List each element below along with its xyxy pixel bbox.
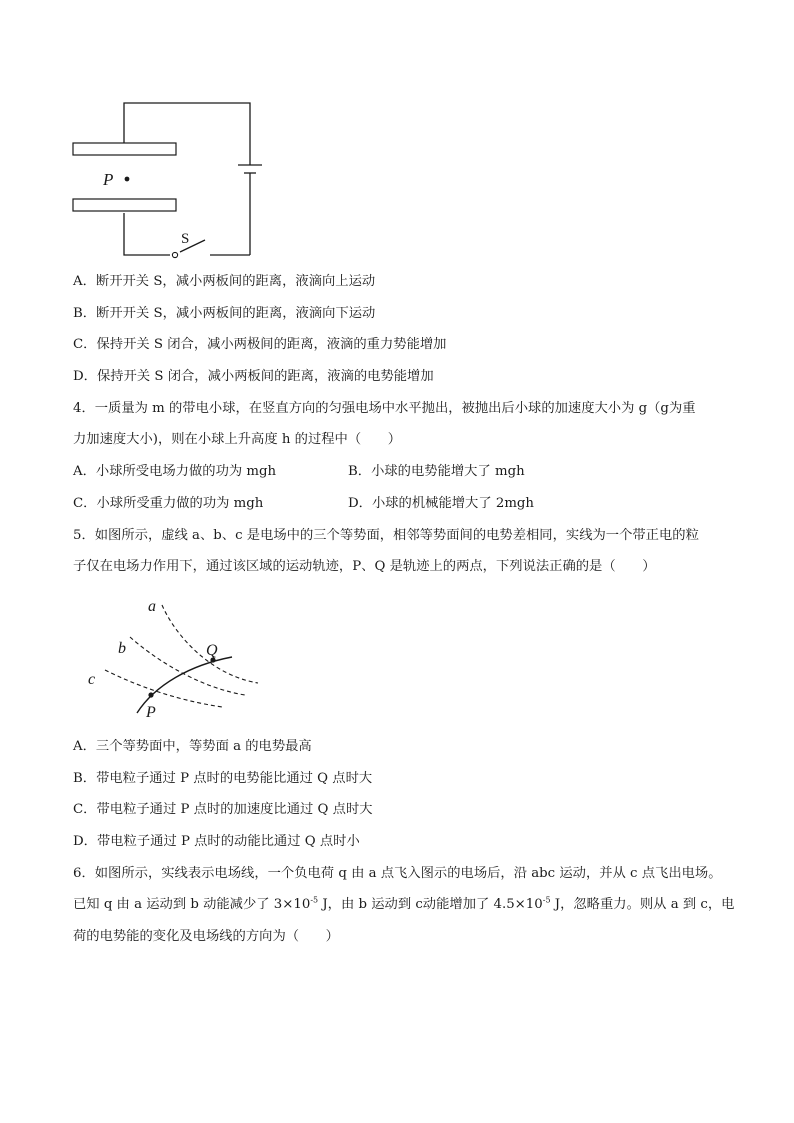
- droplet-point: [125, 177, 130, 182]
- q5-option-b: B．带电粒子通过 P 点时的电势能比通过 Q 点时大: [73, 771, 373, 786]
- q3-option-d: D．保持开关 S 闭合，减小两板间的距离，液滴的电势能增加: [73, 369, 434, 384]
- q5-option-a: A．三个等势面中，等势面 a 的电势最高: [73, 739, 312, 754]
- q3-option-b: B．断开开关 S，减小两板间的距离，液滴向下运动: [73, 306, 376, 321]
- label-q: Q: [206, 642, 218, 659]
- equipotential-figure: [80, 595, 280, 725]
- top-plate: [73, 143, 176, 155]
- capacitor-circuit-figure: [60, 95, 280, 265]
- label-s: S: [181, 231, 190, 247]
- label-b: b: [118, 640, 126, 657]
- label-a: a: [148, 598, 156, 615]
- q4-stem-line1: 4．一质量为 m 的带电小球，在竖直方向的匀强电场中水平抛出，被抛出后小球的加速度大小为 g（g为重: [73, 401, 696, 416]
- q6-exponent-2: -5: [542, 895, 551, 905]
- q6-line2: [73, 896, 734, 914]
- equipotential-b: [130, 637, 245, 695]
- q5-stem-line1: 5．如图所示，虚线 a、b、c 是电场中的三个等势面，相邻等势面间的电势差相同，实线为一个带正电的粒: [73, 528, 699, 543]
- label-c: c: [88, 671, 96, 688]
- q6-exponent-1: -5: [310, 895, 319, 905]
- equipotential-c: [105, 670, 222, 707]
- q4-option-d: D．小球的机械能增大了 2mgh: [348, 496, 535, 511]
- q6-line2-part-b: J，由 b 运动到 c动能增加了 4.5×10: [318, 897, 543, 912]
- q6-line1: 6．如图所示，实线表示电场线，一个负电荷 q 由 a 点飞入图示的电场后，沿 abc 运动，并从 c 点飞出电场。: [73, 866, 722, 881]
- q4-option-a: A．小球所受电场力做的功为 mgh: [73, 464, 277, 479]
- q4-stem-line2: 力加速度大小)，则在小球上升高度 h 的过程中（ ）: [73, 432, 402, 447]
- q5-stem-line2: 子仅在电场力作用下，通过该区域的运动轨迹，P、Q 是轨迹上的两点，下列说法正确的是（ ）: [73, 559, 656, 574]
- q3-option-a: A．断开开关 S，减小两板间的距离，液滴向上运动: [73, 274, 376, 289]
- q4-option-b: B．小球的电势能增大了 mgh: [348, 464, 525, 479]
- q6-line3: 荷的电势能的变化及电场线的方向为（ ）: [73, 929, 339, 944]
- q5-option-d: D．带电粒子通过 P 点时的动能比通过 Q 点时小: [73, 834, 360, 849]
- q5-option-c: C．带电粒子通过 P 点时的加速度比通过 Q 点时大: [73, 802, 373, 817]
- label-p: P: [103, 170, 114, 189]
- q6-line2-part-a: 已知 q 由 a 运动到 b 动能减少了 3×10: [73, 897, 311, 912]
- q4-option-c: C．小球所受重力做的功为 mgh: [73, 496, 264, 511]
- q6-line2-part-c: J，忽略重力。则从 a 到 c，电: [550, 897, 735, 912]
- q3-option-c: C．保持开关 S 闭合，减小两极间的距离，液滴的重力势能增加: [73, 337, 447, 352]
- label-p: P: [146, 704, 156, 721]
- point-p: [148, 692, 153, 697]
- bottom-plate: [73, 199, 176, 211]
